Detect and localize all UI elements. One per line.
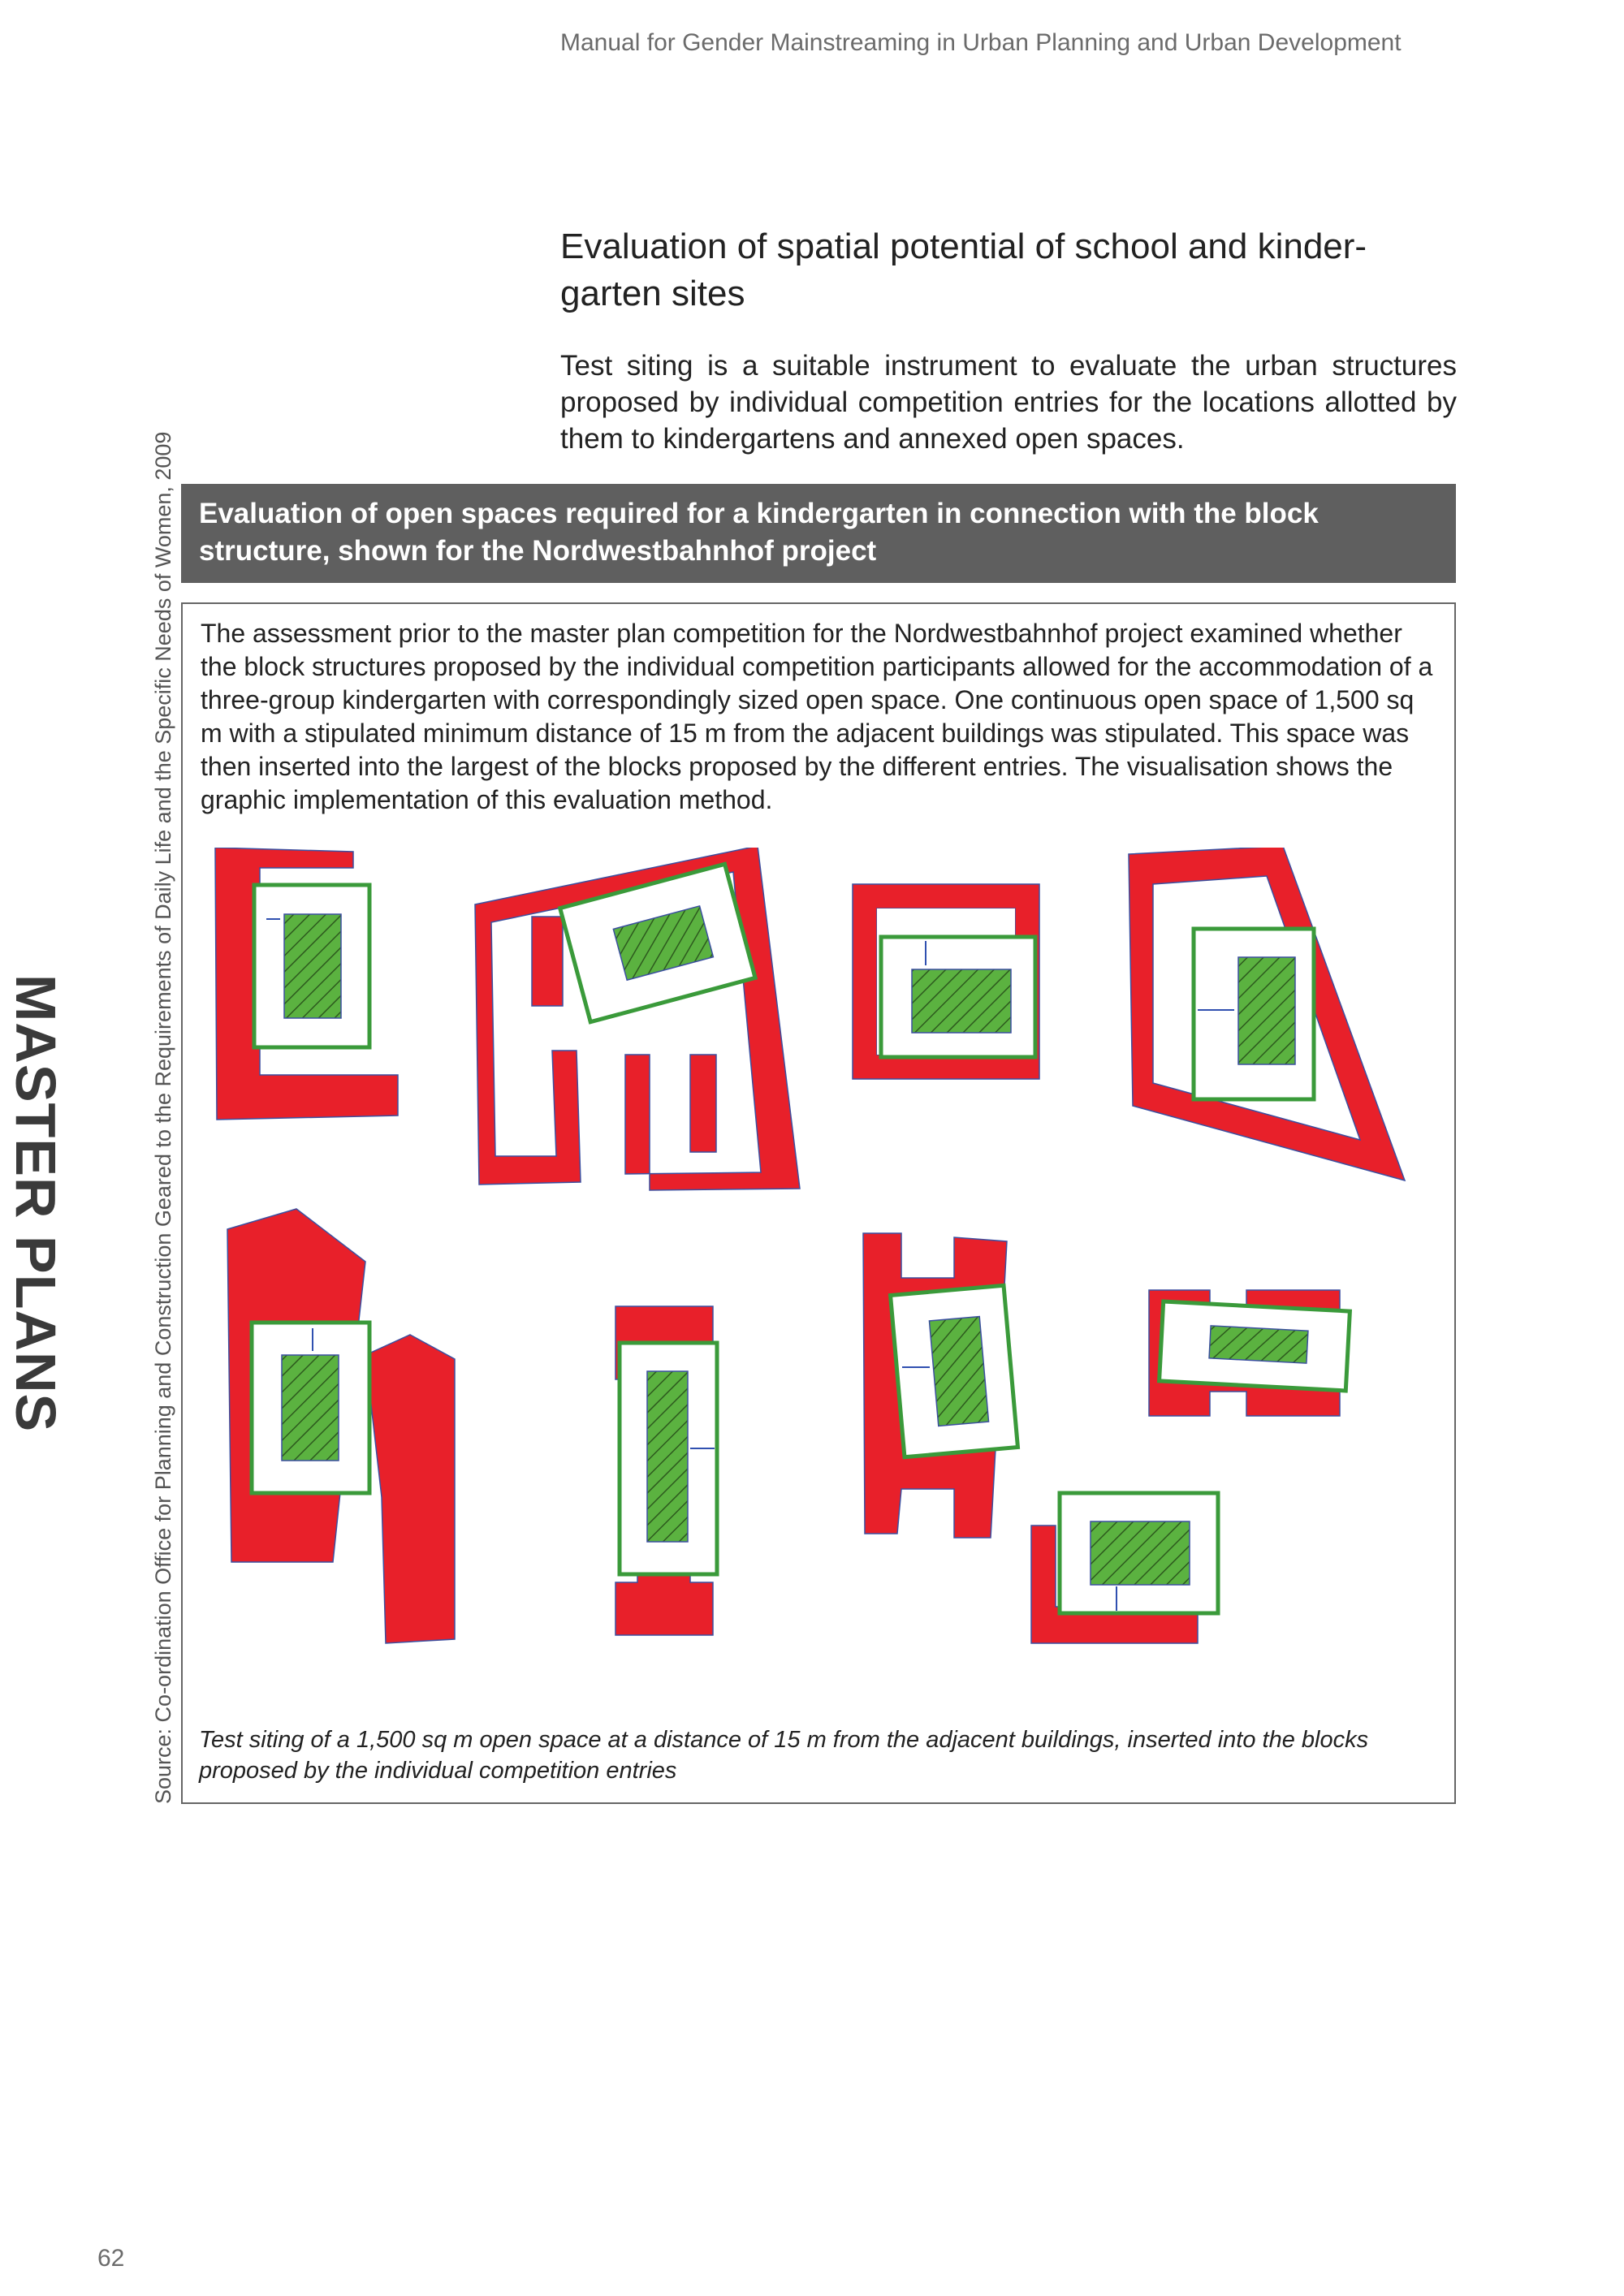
- block-2-left-wing: [532, 917, 563, 1006]
- block-9: [1031, 1493, 1218, 1643]
- intro-paragraph: Test siting is a suitable instrument to evaluate the urban structures proposed by individual competition entries for the locations allotted by them to kindergartens and annexed open spaces.: [560, 350, 1457, 455]
- block-5: [227, 1209, 455, 1643]
- block-5-open-space: [282, 1355, 339, 1461]
- running-header: Manual for Gender Mainstreaming in Urban Planning and Urban Development: [560, 29, 1402, 56]
- block-6: [615, 1306, 717, 1635]
- block-2-mid-wing: [690, 1055, 716, 1152]
- block-4: [1129, 848, 1405, 1180]
- info-box: [181, 602, 1456, 1804]
- block-7: [863, 1233, 1017, 1538]
- section-title: Evaluation of spatial potential of school and kinder- garten sites: [560, 227, 1367, 313]
- box-header: Evaluation of open spaces required for a kindergarten in connection with the block structure, shown for the Nordwestbahnhof project: [181, 484, 1456, 583]
- block-3-open-space: [912, 969, 1011, 1033]
- block-1-open-space: [284, 914, 341, 1018]
- block-7-open-space: [929, 1317, 988, 1426]
- block-3: [853, 884, 1039, 1079]
- page-number: 62: [97, 2245, 125, 2272]
- block-5-right: [365, 1335, 455, 1643]
- block-1: [215, 848, 398, 1120]
- block-9-open-space: [1091, 1521, 1190, 1585]
- block-6-open-space: [647, 1371, 688, 1542]
- block-2: [475, 848, 800, 1190]
- block-8-open-space: [1209, 1326, 1308, 1363]
- block-8: [1149, 1290, 1350, 1416]
- block-4-open-space: [1238, 957, 1295, 1064]
- box-body-text: The assessment prior to the master plan competition for the Nordwestbahnhof project examined whether the block structures proposed by the individual competition participants allowed for the accommodation of a three-group kindergarten with correspondingly sized open space. One continuous open space of 1,500 sq m with a stipulated minimum distance of 15 m from the adjacent buildings was stipulated. This space was then inserted into the largest of the blocks proposed by the different entries. The visualisation shows the graphic implementation of this evaluation method.: [201, 619, 1433, 814]
- chapter-tab: MASTER PLANS: [4, 974, 67, 1433]
- source-note: Source: Co-ordination Office for Planning and Construction Geared to the Requirements of Daily Life and the Specific Needs of Women, 2009: [151, 431, 175, 1804]
- figure-caption: Test siting of a 1,500 sq m open space at a distance of 15 m from the adjacent buildings, inserted into the blocks proposed by the individual competition entries: [199, 1727, 1369, 1784]
- test-siting-figure: [183, 848, 1454, 1659]
